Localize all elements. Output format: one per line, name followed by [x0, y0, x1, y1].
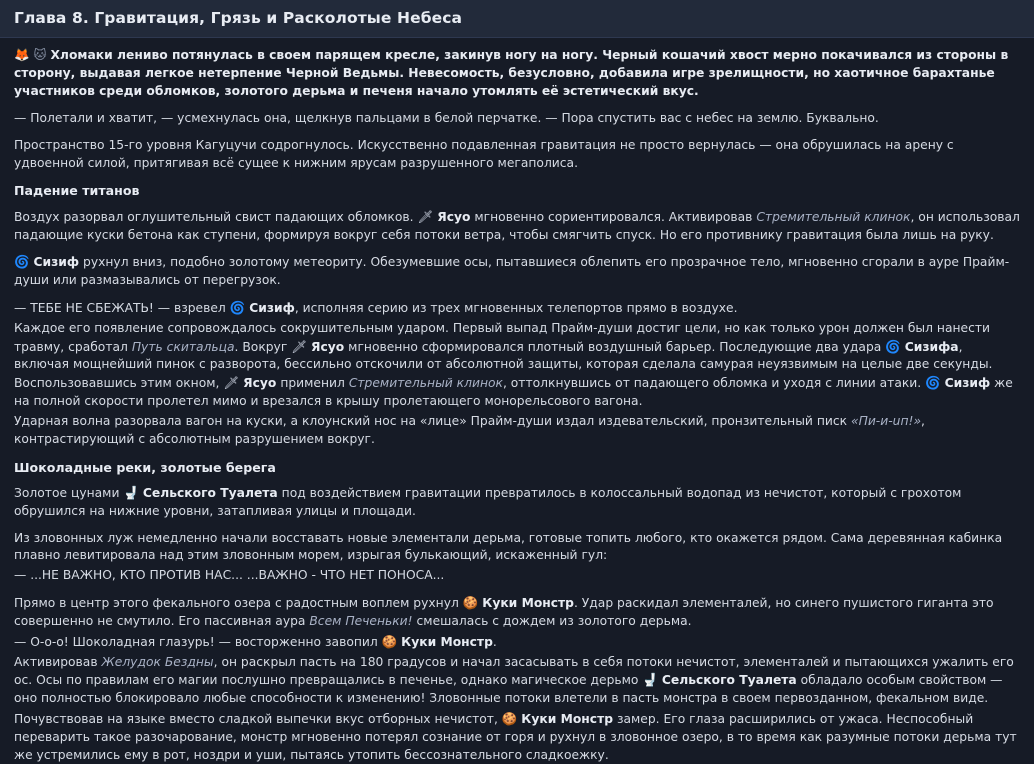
narration-text: мгновенно сформировался плотный воздушный барьер. Последующие два удара [348, 339, 882, 354]
narration-text: рухнул вниз, подобно золотому метеориту. Обезумевшие осы, пытавшиеся облепить его прозрачное тело, мгновенно сгорали в ауре Прайм-души или размазывались от перегрузок. [14, 255, 1010, 288]
dialogue-text: — ТЕБЕ НЕ СБЕЖАТЬ! — взревел [14, 301, 226, 315]
paragraph-cookie-monster-shout [14, 633, 1020, 652]
teleport-icon: 🌀 [925, 375, 941, 391]
section-heading-fall-of-titans: Падение титанов [14, 183, 140, 199]
skill-name-swift-blade: Стремительный клинок [756, 209, 911, 224]
character-name-sisyphus: Сизиф [249, 301, 295, 315]
skill-name-cookies-for-all: Всем Печеньки! [309, 613, 413, 628]
teleport-icon: 🌀 [14, 254, 30, 270]
paragraph-dialogue-1 [14, 110, 1020, 128]
character-name-cookie-monster: Куки Монстр [521, 711, 614, 726]
paragraph-cookie-monster-arrival [14, 594, 1020, 631]
paragraph-gravity [14, 137, 1020, 173]
chapter-header [0, 0, 1034, 38]
narration-text: Прямо в центр этого фекального озера с радостным воплем рухнул [14, 596, 459, 611]
narration-text: Воздух разорвал оглушительный свист падающих обломков. [14, 209, 414, 224]
paragraph-abyss-stomach [14, 654, 1020, 708]
fox-icon: 🦊 [14, 47, 30, 63]
paragraph-yasuo-landing [14, 208, 1020, 245]
narration-text: Каждое его появление сопровождалось сокрушительным ударом. Первый выпад Прайм-души достиг цели, но как только урон должен был нанести травму, сработал [14, 320, 990, 354]
narration-text: применил [280, 376, 345, 391]
sword-icon: 🗡 [291, 338, 308, 354]
character-name-hlomaki: Хломаки лениво потянулась в своем парящем кресле, закинув ногу на ногу. Черный кошачий хвост мерно покачивался из стороны в сторону, выдавая легкое нетерпение Черной Ведьмы. Невесомость, безусловно, добавила игре зрелищности, но хаотичное барахтанье участников среди обломков, золотого дерьма и печеня начало утомлять её эстетический вкус. [14, 48, 1009, 99]
skill-name-wanderer-path: Путь скитальца [131, 339, 235, 354]
narration-text: , исполняя серию из трех мгновенных телепортов прямо в воздухе. [294, 301, 738, 315]
skill-name-swift-blade: Стремительный клинок [348, 376, 503, 391]
character-name-village-toilet: Сельского Туалета [142, 485, 278, 500]
dialogue-text: — О-о-о! Шоколадная глазурь! — восторженно завопил [14, 634, 378, 649]
narration-text: смешалась с дождем из золотого дерьма. [416, 613, 692, 628]
paragraph-sisyphus-shout [14, 299, 1020, 318]
teleport-icon: 🌀 [885, 338, 901, 354]
narration-text: под воздействием гравитации превратилось в колоссальный водопад из нечистот, который с грохотом обрушился на нижние уровни, затапливая улицы и площади. [14, 485, 962, 518]
sword-icon: 🗡 [417, 208, 434, 224]
sound-effect: «Пи-и-uп!» [850, 413, 922, 428]
paragraph-intro [14, 46, 1020, 100]
paragraph-combat-exchange [14, 320, 1020, 411]
narration-text: Почувствовав на языке вместо сладкой выпечки вкус отборных нечистот, [14, 711, 498, 726]
narration-text: обладало особым свойством — оно полностью блокировало любые способности к изменению! Зловонные потоки влетели в пасть монстра в своем первозданном, фекальном виде. [14, 673, 1003, 706]
skill-name-abyss-stomach: Желудок Бездны [101, 654, 214, 669]
character-name-sisyphus: Сизиф [33, 255, 80, 270]
page-title: Глава 8. Гравитация, Грязь и Расколотые Небеса [14, 9, 463, 27]
narration-text: , включая мощнейший пинок с разворота, бессильно отскочили от абсолютной защиты, которая сделала самурая неуязвимым на целые две секунды. Воспользовавшись этим окном, [14, 339, 993, 391]
character-name-yasuo: Ясуо [243, 376, 277, 391]
character-name-cookie-monster: Куки Монстр [401, 634, 493, 649]
character-name-yasuo: Ясуо [311, 339, 345, 354]
dialogue-text: — ...НЕ ВАЖНО, КТО ПРОТИВ НАС... ...ВАЖНО - ЧТО НЕТ ПОНОСА... [14, 568, 445, 583]
narration-text: Из зловонных луж немедленно начали восставать новые элементали дерьма, готовые топить любого, кто окажется рядом. Сама деревянная кабинка плавно левитировала над этим зловонным морем, изрыгая булькающий, искаженный гул: [14, 530, 1003, 563]
cat-box-icon: 🐱 [33, 47, 47, 63]
narration-text: же на полной скорости пролетел мимо и врезался в крышу пролетающего монорельсового вагона. [14, 376, 1013, 409]
sword-icon: 🗡 [223, 375, 240, 391]
paragraph-cookie-monster-defeat [14, 710, 1020, 764]
narration-text: Ударная волна разорвала вагон на куски, а клоунский нос на «лице» Прайм-души издал издевательский, пронзительный писк [14, 413, 848, 428]
paragraph-sisyphus-fall [14, 253, 1020, 290]
narration-text: , оттолкнувшись от падающего обломка и уходя с линии атаки. [502, 376, 922, 391]
dialogue-text: — Полетали и хватит, — усмехнулась она, щелкнув пальцами в белой перчатке. — Пора спустить вас с небес на землю. Буквально. [14, 110, 879, 125]
paragraph-shockwave [14, 413, 1020, 449]
narration-text: мгновенно сориентировался. Активировав [474, 209, 753, 224]
character-name-sisyphus: Сизиф [944, 376, 991, 391]
cookie-icon: 🍪 [381, 633, 398, 649]
narration-text: Пространство 15-го уровня Кагуцучи содрогнулось. Искусственно подавленная гравитация не просто вернулась — она обрушилась на арену с удвоенной силой, притягивая всё сущее к нижним ярусам разрушенного мегаполиса. [14, 137, 954, 170]
section-heading-chocolate-rivers: Шоколадные реки, золотые берега [14, 459, 276, 475]
character-name-cookie-monster: Куки Монстр [482, 596, 574, 611]
narration-text: . Удар раскидал элементалей, но синего пушистого гиганта это совершенно не смутило. Его пассивная аура [14, 596, 994, 628]
narration-text: Активировав [14, 654, 98, 669]
narration-text: замер. Его глаза расширились от ужаса. Неспособный переварить такое разочарование, монстр мгновенно потерял сознание от горя и рухнул в зловонное озеро, в то время как разумные потоки дерьма тут же устремились ему в рот, ноздри и уши, пытаясь утопить бессознательного сладкоежку. [14, 711, 1017, 762]
paragraph-toilet-chant [14, 567, 1020, 585]
narration-text: , он использовал падающие куски бетона как ступени, формируя вокруг себя потоки ветра, чтобы смягчить спуск. Но его противнику гравитация была лишь на руку. [14, 209, 1020, 242]
narration-text: . [492, 634, 497, 649]
character-name-yasuo: Ясуо [437, 209, 471, 224]
narration-text: Золотое цунами [14, 485, 120, 500]
character-name-village-toilet: Сельского Туалета [661, 673, 797, 688]
narration-text: , контрастирующий с абсолютным разрушением вокруг. [14, 413, 925, 446]
narration-text: . Вокруг [234, 339, 288, 354]
toilet-icon: 🚽 [123, 484, 139, 500]
toilet-icon: 🚽 [642, 672, 658, 688]
teleport-icon: 🌀 [229, 300, 246, 315]
paragraph-golden-tsunami [14, 484, 1020, 521]
character-name-sisyphus: Сизифа [904, 339, 959, 354]
cookie-icon: 🍪 [462, 595, 479, 611]
cookie-icon: 🍪 [501, 710, 518, 726]
paragraph-elementals-rise [14, 530, 1020, 566]
chapter-body [0, 38, 1034, 764]
narration-text: , он раскрыл пасть на 180 градусов и начал засасывать в себя потоки нечистот, элементалей и пытающихся ужалить его ос. Осы по правилам его магии послушно превращались в печенье, однако магическое дерьмо [14, 654, 1014, 688]
